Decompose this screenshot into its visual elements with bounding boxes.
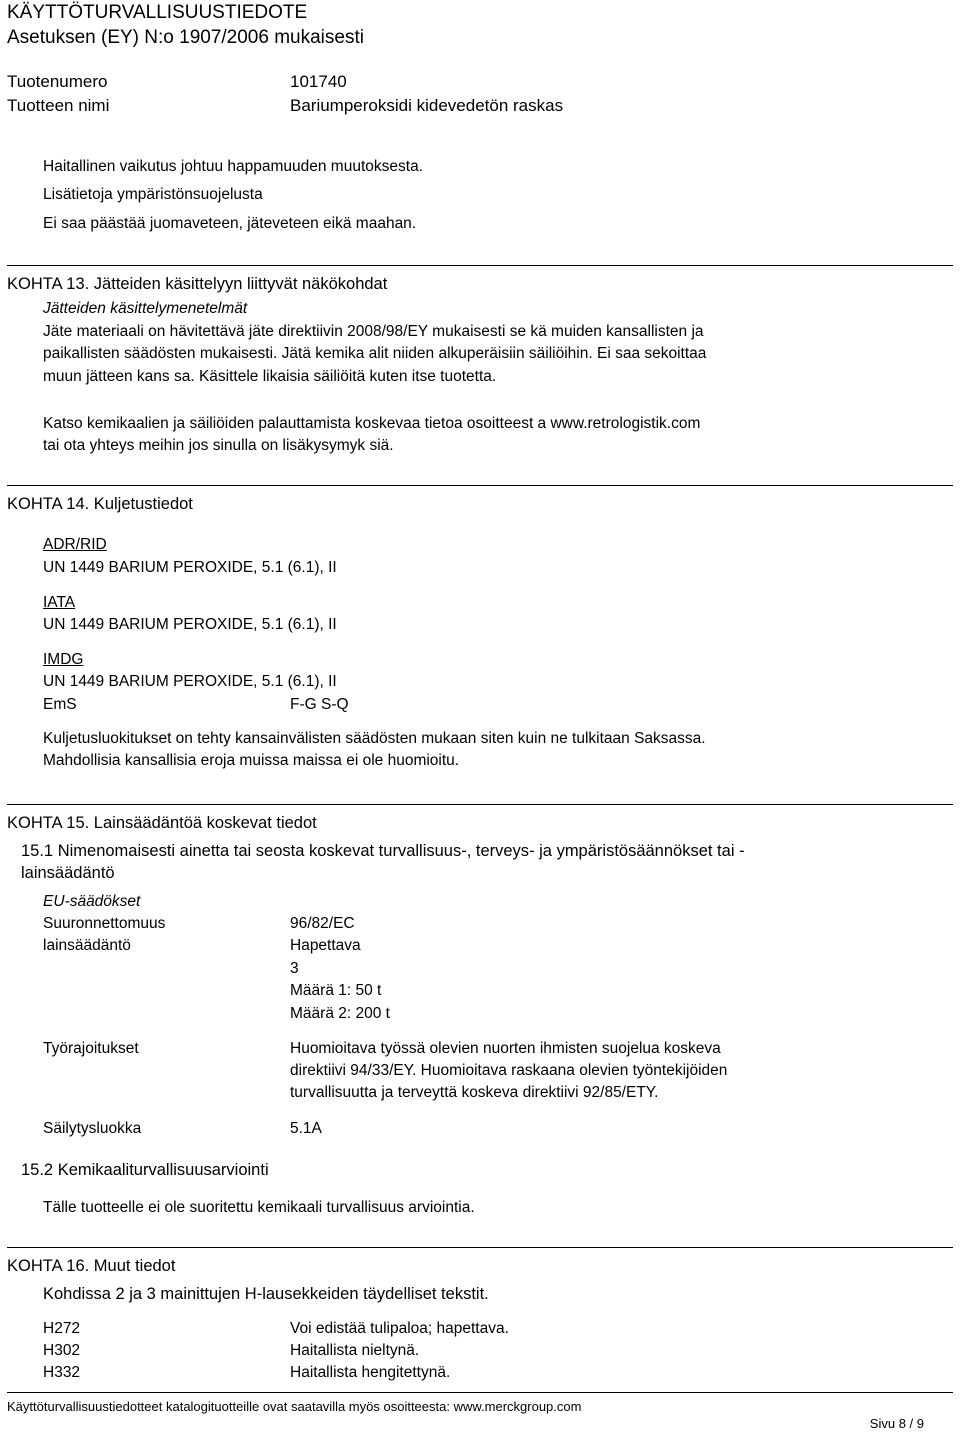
imdg-label: IMDG — [43, 651, 84, 668]
footer-divider — [7, 1392, 953, 1393]
product-number-label: Tuotenumero — [7, 72, 108, 91]
seveso-value-4: Määrä 1: 50 t — [290, 982, 382, 999]
section-14-heading: KOHTA 14. Kuljetustiedot — [7, 495, 193, 513]
section-divider — [7, 804, 953, 805]
section-16-heading: KOHTA 16. Muut tiedot — [7, 1257, 176, 1275]
document-subtitle: Asetuksen (EY) N:o 1907/2006 mukaisesti — [7, 27, 364, 48]
work-value-2: direktiivi 94/33/EY. Huomioitava raskaana olevien työntekijöiden — [290, 1062, 728, 1079]
s12-line3: Ei saa päästää juomaveteen, jäteveteen eikä maahan. — [43, 215, 417, 232]
seveso-label-line2: lainsäädäntö — [43, 937, 131, 954]
s13-para1-line3: muun jätteen kans sa. Käsittele likaisia säiliöitä kuten itse tuotetta. — [43, 368, 497, 385]
document-title: KÄYTTÖTURVALLISUUSTIEDOTE — [7, 2, 308, 23]
s16-subheading: Kohdissa 2 ja 3 mainittujen H-lausekkeiden täydelliset tekstit. — [43, 1285, 489, 1303]
s13-para1-line2: paikallisten säädösten mukaisesti. Jätä kemika alit niiden alkuperäisiin säiliöihin. Ei saa sekoittaa — [43, 345, 707, 362]
section-divider — [7, 265, 953, 266]
ems-label: EmS — [43, 696, 77, 713]
page-number: Sivu 8 / 9 — [869, 1416, 924, 1431]
s15-2-text: Tälle tuotteelle ei ole suoritettu kemikaali turvallisuus arviointia. — [43, 1199, 475, 1216]
work-value-3: turvallisuutta ja terveyttä koskeva direktiivi 92/85/ETY. — [290, 1084, 659, 1101]
storage-value: 5.1A — [290, 1120, 322, 1137]
footer-text: Käyttöturvallisuustiedotteet katalogituotteille ovat saatavilla myös osoitteesta: www.merckgroup.com — [7, 1399, 582, 1414]
s14-note-line1: Kuljetusluokitukset on tehty kansainvälisten säädösten mukaan siten kuin ne tulkitaan Saksassa. — [43, 730, 706, 747]
s12-line1: Haitallinen vaikutus johtuu happamuuden muutoksesta. — [43, 158, 423, 175]
seveso-value-2: Hapettava — [290, 937, 361, 954]
s13-para2-line2: tai ota yhteys meihin jos sinulla on lisäkysymyk siä. — [43, 437, 394, 454]
storage-label: Säilytysluokka — [43, 1120, 142, 1137]
h-text: Haitallista nieltynä. — [290, 1342, 420, 1359]
seveso-value-3: 3 — [290, 960, 299, 977]
seveso-value-5: Määrä 2: 200 t — [290, 1005, 390, 1022]
section-divider — [7, 485, 953, 486]
eu-label: EU-säädökset — [43, 893, 141, 910]
s12-line2: Lisätietoja ympäristönsuojelusta — [43, 186, 263, 203]
s15-1-line1: 15.1 Nimenomaisesti ainetta tai seosta koskevat turvallisuus-, terveys- ja ympäristösäännökset tai - — [21, 842, 745, 860]
section-divider — [7, 1247, 953, 1248]
section-13-heading: KOHTA 13. Jätteiden käsittelyyn liittyvät näkökohdat — [7, 275, 388, 293]
h-code: H272 — [43, 1320, 81, 1337]
seveso-value-1: 96/82/EC — [290, 915, 355, 932]
s15-1-line2: lainsäädäntö — [21, 864, 115, 882]
iata-value: UN 1449 BARIUM PEROXIDE, 5.1 (6.1), II — [43, 616, 337, 633]
product-number: 101740 — [290, 72, 347, 91]
s14-note-line2: Mahdollisia kansallisia eroja muissa maissa ei ole huomioitu. — [43, 752, 460, 769]
s13-para1-line1: Jäte materiaali on hävitettävä jäte direktiivin 2008/98/EY mukaisesti se kä muiden kansallisten ja — [43, 323, 704, 340]
s15-2-heading: 15.2 Kemikaaliturvallisuusarviointi — [21, 1161, 269, 1179]
h-code: H302 — [43, 1342, 81, 1359]
adr-label: ADR/RID — [43, 536, 107, 553]
product-name: Bariumperoksidi kidevedetön raskas — [290, 96, 564, 115]
s13-para2-line1: Katso kemikaalien ja säiliöiden palauttamista koskevaa tietoa osoitteest a www.retrologistik.com — [43, 415, 701, 432]
imdg-value: UN 1449 BARIUM PEROXIDE, 5.1 (6.1), II — [43, 673, 337, 690]
h-text: Haitallista hengitettynä. — [290, 1364, 451, 1381]
adr-value: UN 1449 BARIUM PEROXIDE, 5.1 (6.1), II — [43, 559, 337, 576]
s13-subheading: Jätteiden käsittelymenetelmät — [43, 300, 248, 317]
seveso-label-line1: Suuronnettomuus — [43, 915, 166, 932]
work-label: Työrajoitukset — [43, 1040, 139, 1057]
h-text: Voi edistää tulipaloa; hapettava. — [290, 1320, 509, 1337]
product-name-label: Tuotteen nimi — [7, 96, 110, 115]
iata-label: IATA — [43, 594, 76, 611]
section-15-heading: KOHTA 15. Lainsäädäntöä koskevat tiedot — [7, 814, 317, 832]
h-code: H332 — [43, 1364, 81, 1381]
ems-value: F-G S-Q — [290, 696, 349, 713]
work-value-1: Huomioitava työssä olevien nuorten ihmisten suojelua koskeva — [290, 1040, 721, 1057]
